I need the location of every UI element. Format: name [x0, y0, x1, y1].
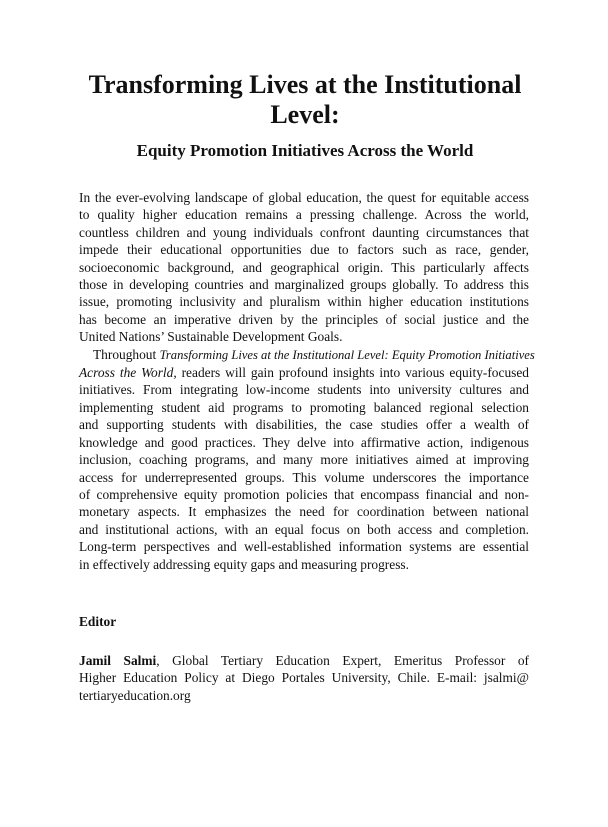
text-line: access for underrepresented groups. This volume underscores the importance — [79, 469, 529, 485]
text-line: issue, promoting inclusivity and pluralism within higher education institutions — [79, 294, 529, 310]
text-line: monetary aspects. It emphasizes the need for coordination between national — [79, 504, 529, 520]
text-line: and institutional actions, with an equal focus on both access and completion. — [79, 521, 529, 537]
page-subtitle: Equity Promotion Initiatives Across the World — [136, 141, 474, 160]
text-line: those in developing countries and marginalized groups globally. To address this — [79, 277, 529, 293]
text-line: implementing student aid programs to promoting balanced regional selection — [79, 399, 529, 415]
text-line: impede their educational opportunities due to factors such as race, gender, — [79, 242, 529, 258]
editor-name: Jamil Salmi — [79, 653, 157, 668]
text-line: of comprehensive equity promotion policies that encompass financial and non- — [79, 486, 529, 502]
editor-email-domain: tertiaryeducation.org — [79, 687, 191, 703]
book-title-italic: Transforming Lives at the Institutional Level: Equity Promotion Initiatives — [159, 347, 535, 362]
text-line: in effectively addressing equity gaps and measuring progress. — [79, 556, 409, 572]
text-run: , readers will gain profound insights into various equity-focused — [173, 365, 529, 381]
description-body — [79, 189, 535, 573]
paragraph-intro — [79, 189, 529, 346]
text-line: inclusion, coaching programs, and many more initiatives aimed at improving — [79, 452, 529, 468]
text-line: United Nations’ Sustainable Development Goals. — [79, 329, 343, 345]
editor-title: , Global Tertiary Education Expert, Emeritus Professor of — [156, 653, 529, 668]
text-line: knowledge and good practices. They delve into affirmative action, indigenous — [79, 434, 529, 450]
page-title — [60, 70, 550, 130]
editor-heading: Editor — [79, 614, 117, 629]
text-line — [79, 364, 529, 381]
editor-info — [79, 652, 529, 704]
text-line: Long-term perspectives and well-established information systems are essential — [79, 539, 529, 555]
text-line: has become an imperative driven by the principles of social justice and the — [79, 311, 529, 327]
text-line: to quality higher education remains a pressing challenge. Across the world, — [79, 207, 529, 223]
text-run: Throughout — [93, 346, 160, 362]
paragraph-overview — [79, 346, 535, 573]
text-line: initiatives. From integrating low-income students into university cultures and — [79, 382, 529, 398]
text-line — [79, 652, 529, 669]
text-line: and supporting students with disabilities, the case studies offer a wealth of — [79, 417, 529, 433]
text-line — [79, 346, 535, 364]
title-line-1: Transforming Lives at the Institutional — [88, 70, 522, 99]
text-line: countless children and young individuals confront daunting circumstances that — [79, 224, 529, 240]
text-line: In the ever-evolving landscape of global education, the quest for equitable access — [79, 190, 529, 205]
book-title-italic: Across the World — [79, 365, 174, 381]
text-line: socioeconomic background, and geographical origin. This particularly affects — [79, 259, 529, 275]
text-line: Higher Education Policy at Diego Portales University, Chile. E-mail: jsalmi@ — [79, 670, 529, 686]
title-line-2: Level: — [270, 100, 340, 129]
